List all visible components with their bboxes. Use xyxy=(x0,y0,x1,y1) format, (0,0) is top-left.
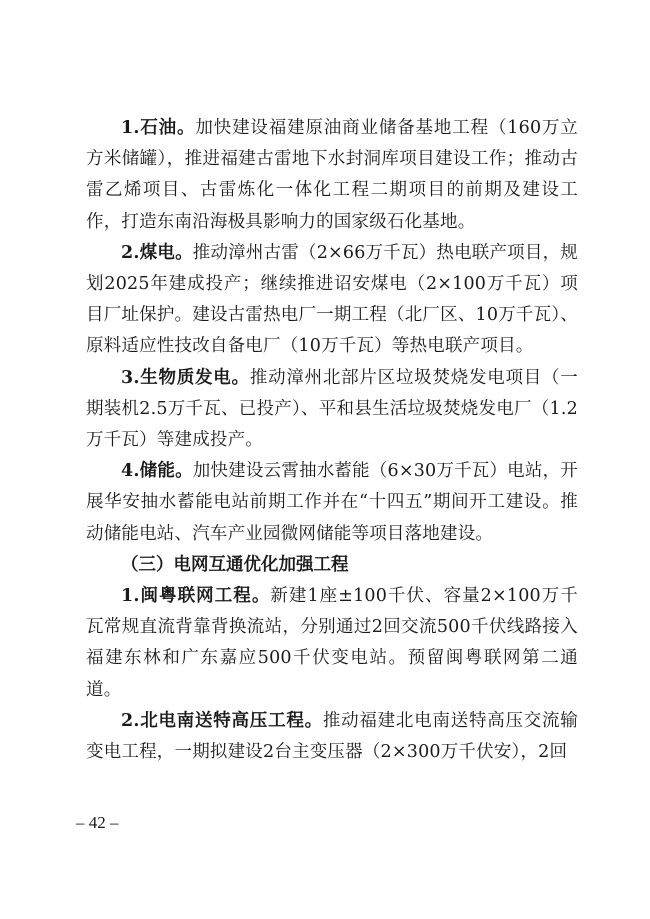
paragraph-lead: 1.闽粤联网工程。 xyxy=(121,586,271,607)
paragraph-body: 新建1座±100千伏、容量2×100万千瓦常规直流背靠背换流站，分别通过2回交流500千伏线路接入福建东林和广东嘉应500千伏变电站。预留闽粤联网第二通道。 xyxy=(86,586,578,700)
section-heading: （三）电网互通优化加强工程 xyxy=(121,554,349,575)
paragraph-body: 推动福建北电南送特高压交流输变电工程，一期拟建设2台主变压器（2×300万千伏安），2回 xyxy=(86,710,578,763)
paragraph-oil xyxy=(86,113,578,238)
paragraph-body: 推动漳州古雷（2×66万千瓦）热电联产项目，规划2025年建成投产；继续推进诏安煤电（2×100万千瓦）项目厂址保护。建设古雷热电厂一期工程（北厂区、10万千瓦）、原料适应性技改自备电厂（10万千瓦）等热电联产项目。 xyxy=(86,242,578,357)
paragraph-body: 加快建设云霄抽水蓄能（6×30万千瓦）电站，开展华安抽水蓄能电站前期工作并在“十四五”期间开工建设。推动储能电站、汽车产业园微网储能等项目落地建设。 xyxy=(86,461,578,544)
paragraph-biomass-power xyxy=(86,363,578,457)
paragraph-lead: 2.北电南送特高压工程。 xyxy=(121,710,323,731)
paragraph-fujian-guangdong-grid xyxy=(86,581,578,706)
paragraph-lead: 1.石油。 xyxy=(121,118,196,138)
paragraph-energy-storage xyxy=(86,456,578,550)
document-page xyxy=(86,113,578,768)
paragraph-body: 加快建设福建原油商业储备基地工程（160万立方米储罐），推进福建古雷地下水封洞库项目建设工作；推动古雷乙烯项目、古雷炼化一体化工程二期项目的前期及建设工作，打造东南沿海极具影响力的国家级石化基地。 xyxy=(86,118,578,232)
paragraph-uhv-transmission xyxy=(86,706,578,768)
paragraph-lead: 4.储能。 xyxy=(121,461,193,482)
page-number: – 42 – xyxy=(76,813,119,832)
paragraph-lead: 3.生物质发电。 xyxy=(121,367,250,388)
paragraph-body: 推动漳州北部片区垃圾焚烧发电项目（一期装机2.5万千瓦、已投产）、平和县生活垃圾焚烧发电厂（1.2万千瓦）等建成投产。 xyxy=(86,367,578,451)
paragraph-lead: 2.煤电。 xyxy=(121,242,193,263)
paragraph-coal-power xyxy=(86,238,578,363)
